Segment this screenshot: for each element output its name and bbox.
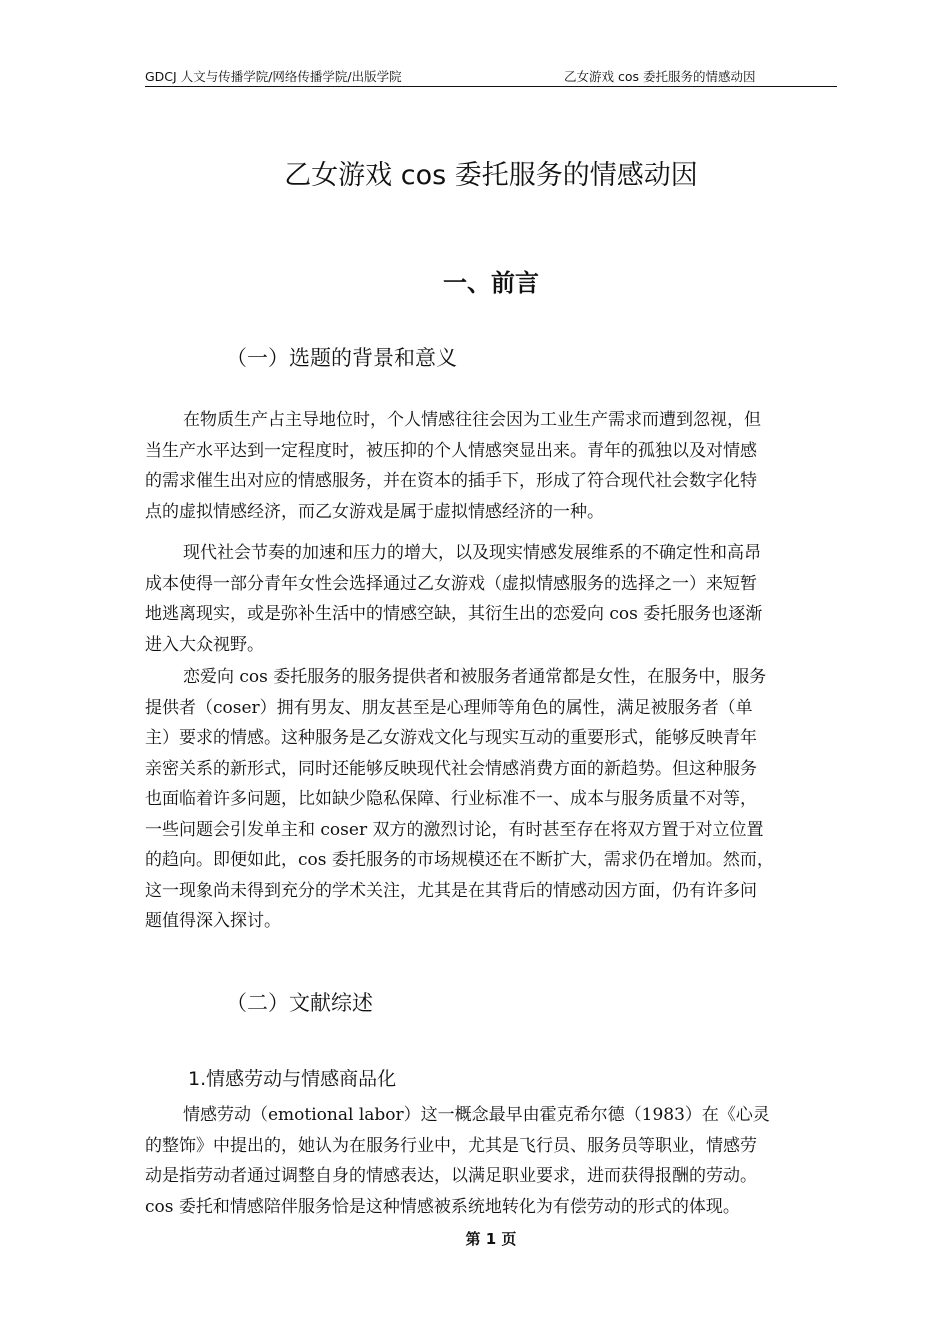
header-left: GDCJ 人文与传播学院/网络传播学院/出版学院 [145,69,402,84]
text-line: 题值得深入探讨。 [145,911,281,931]
subsection-heading-background: （一）选题的背景和意义 [226,346,457,370]
text-line: cos 委托和情感陪伴服务恰是这种情感被系统地转化为有偿劳动的形式的体现。 [145,1196,740,1217]
text-line: 动是指劳动者通过调整自身的情感表达，以满足职业要求，进而获得报酬的劳动。 [145,1166,757,1186]
header-right: 乙女游戏 cos 委托服务的情感动因 [564,69,756,84]
text-line: 的趋向。即便如此，cos 委托服务的市场规模还在不断扩大，需求仍在增加。然而， [145,850,774,870]
text-line: 这一现象尚未得到充分的学术关注，尤其是在其背后的情感动因方面，仍有许多问 [145,880,757,901]
paragraph-background-1 [145,405,837,527]
paper-title: 乙女游戏 cos 委托服务的情感动因 [284,160,698,191]
text-line: 也面临着许多问题，比如缺少隐私保障、行业标准不一、成本与服务质量不对等， [145,789,757,809]
subsubsection-heading-emotional-labor: 1.情感劳动与情感商品化 [188,1068,397,1090]
text-line: 在物质生产占主导地位时，个人情感往往会因为工业生产需求而遭到忽视，但 [183,410,761,430]
text-line: 地逃离现实，或是弥补生活中的情感空缺，其衍生出的恋爱向 cos 委托服务也逐渐 [145,604,763,624]
section-heading-intro: 一、前言 [443,269,539,297]
text-line: 主）要求的情感。这种服务是乙女游戏文化与现实互动的重要形式，能够反映青年 [145,728,757,748]
paragraph-background-2 [145,538,837,660]
paragraph-emotional-labor [145,1100,837,1222]
text-line: 亲密关系的新形式，同时还能够反映现代社会情感消费方面的新趋势。但这种服务 [145,758,757,779]
text-line: 现代社会节奏的加速和压力的增大，以及现实情感发展维系的不确定性和高昂 [183,543,761,563]
text-line: 情感劳动（emotional labor）这一概念最早由霍克希尔德（1983）在《心灵 [183,1105,770,1125]
subsection-heading-literature-review: （二）文献综述 [226,991,373,1015]
text-line: 恋爱向 cos 委托服务的服务提供者和被服务者通常都是女性，在服务中，服务 [183,667,767,687]
text-line: 点的虚拟情感经济，而乙女游戏是属于虚拟情感经济的一种。 [145,501,604,522]
text-line: 一些问题会引发单主和 coser 双方的激烈讨论，有时甚至存在将双方置于对立位置 [145,819,764,840]
running-header [145,70,837,87]
text-line: 进入大众视野。 [145,634,264,655]
text-line: 提供者（coser）拥有男友、朋友甚至是心理师等角色的属性，满足被服务者（单 [145,697,753,718]
paragraph-background-3 [145,662,837,937]
text-line: 当生产水平达到一定程度时，被压抑的个人情感突显出来。青年的孤独以及对情感 [145,440,757,461]
page-number: 第 1 页 [465,1230,517,1248]
text-line: 的整饰》中提出的，她认为在服务行业中，尤其是飞行员、服务员等职业，情感劳 [145,1135,757,1156]
text-line: 的需求催生出对应的情感服务，并在资本的插手下，形成了符合现代社会数字化特 [145,471,757,491]
text-line: 成本使得一部分青年女性会选择通过乙女游戏（虚拟情感服务的选择之一）来短暂 [145,573,757,594]
